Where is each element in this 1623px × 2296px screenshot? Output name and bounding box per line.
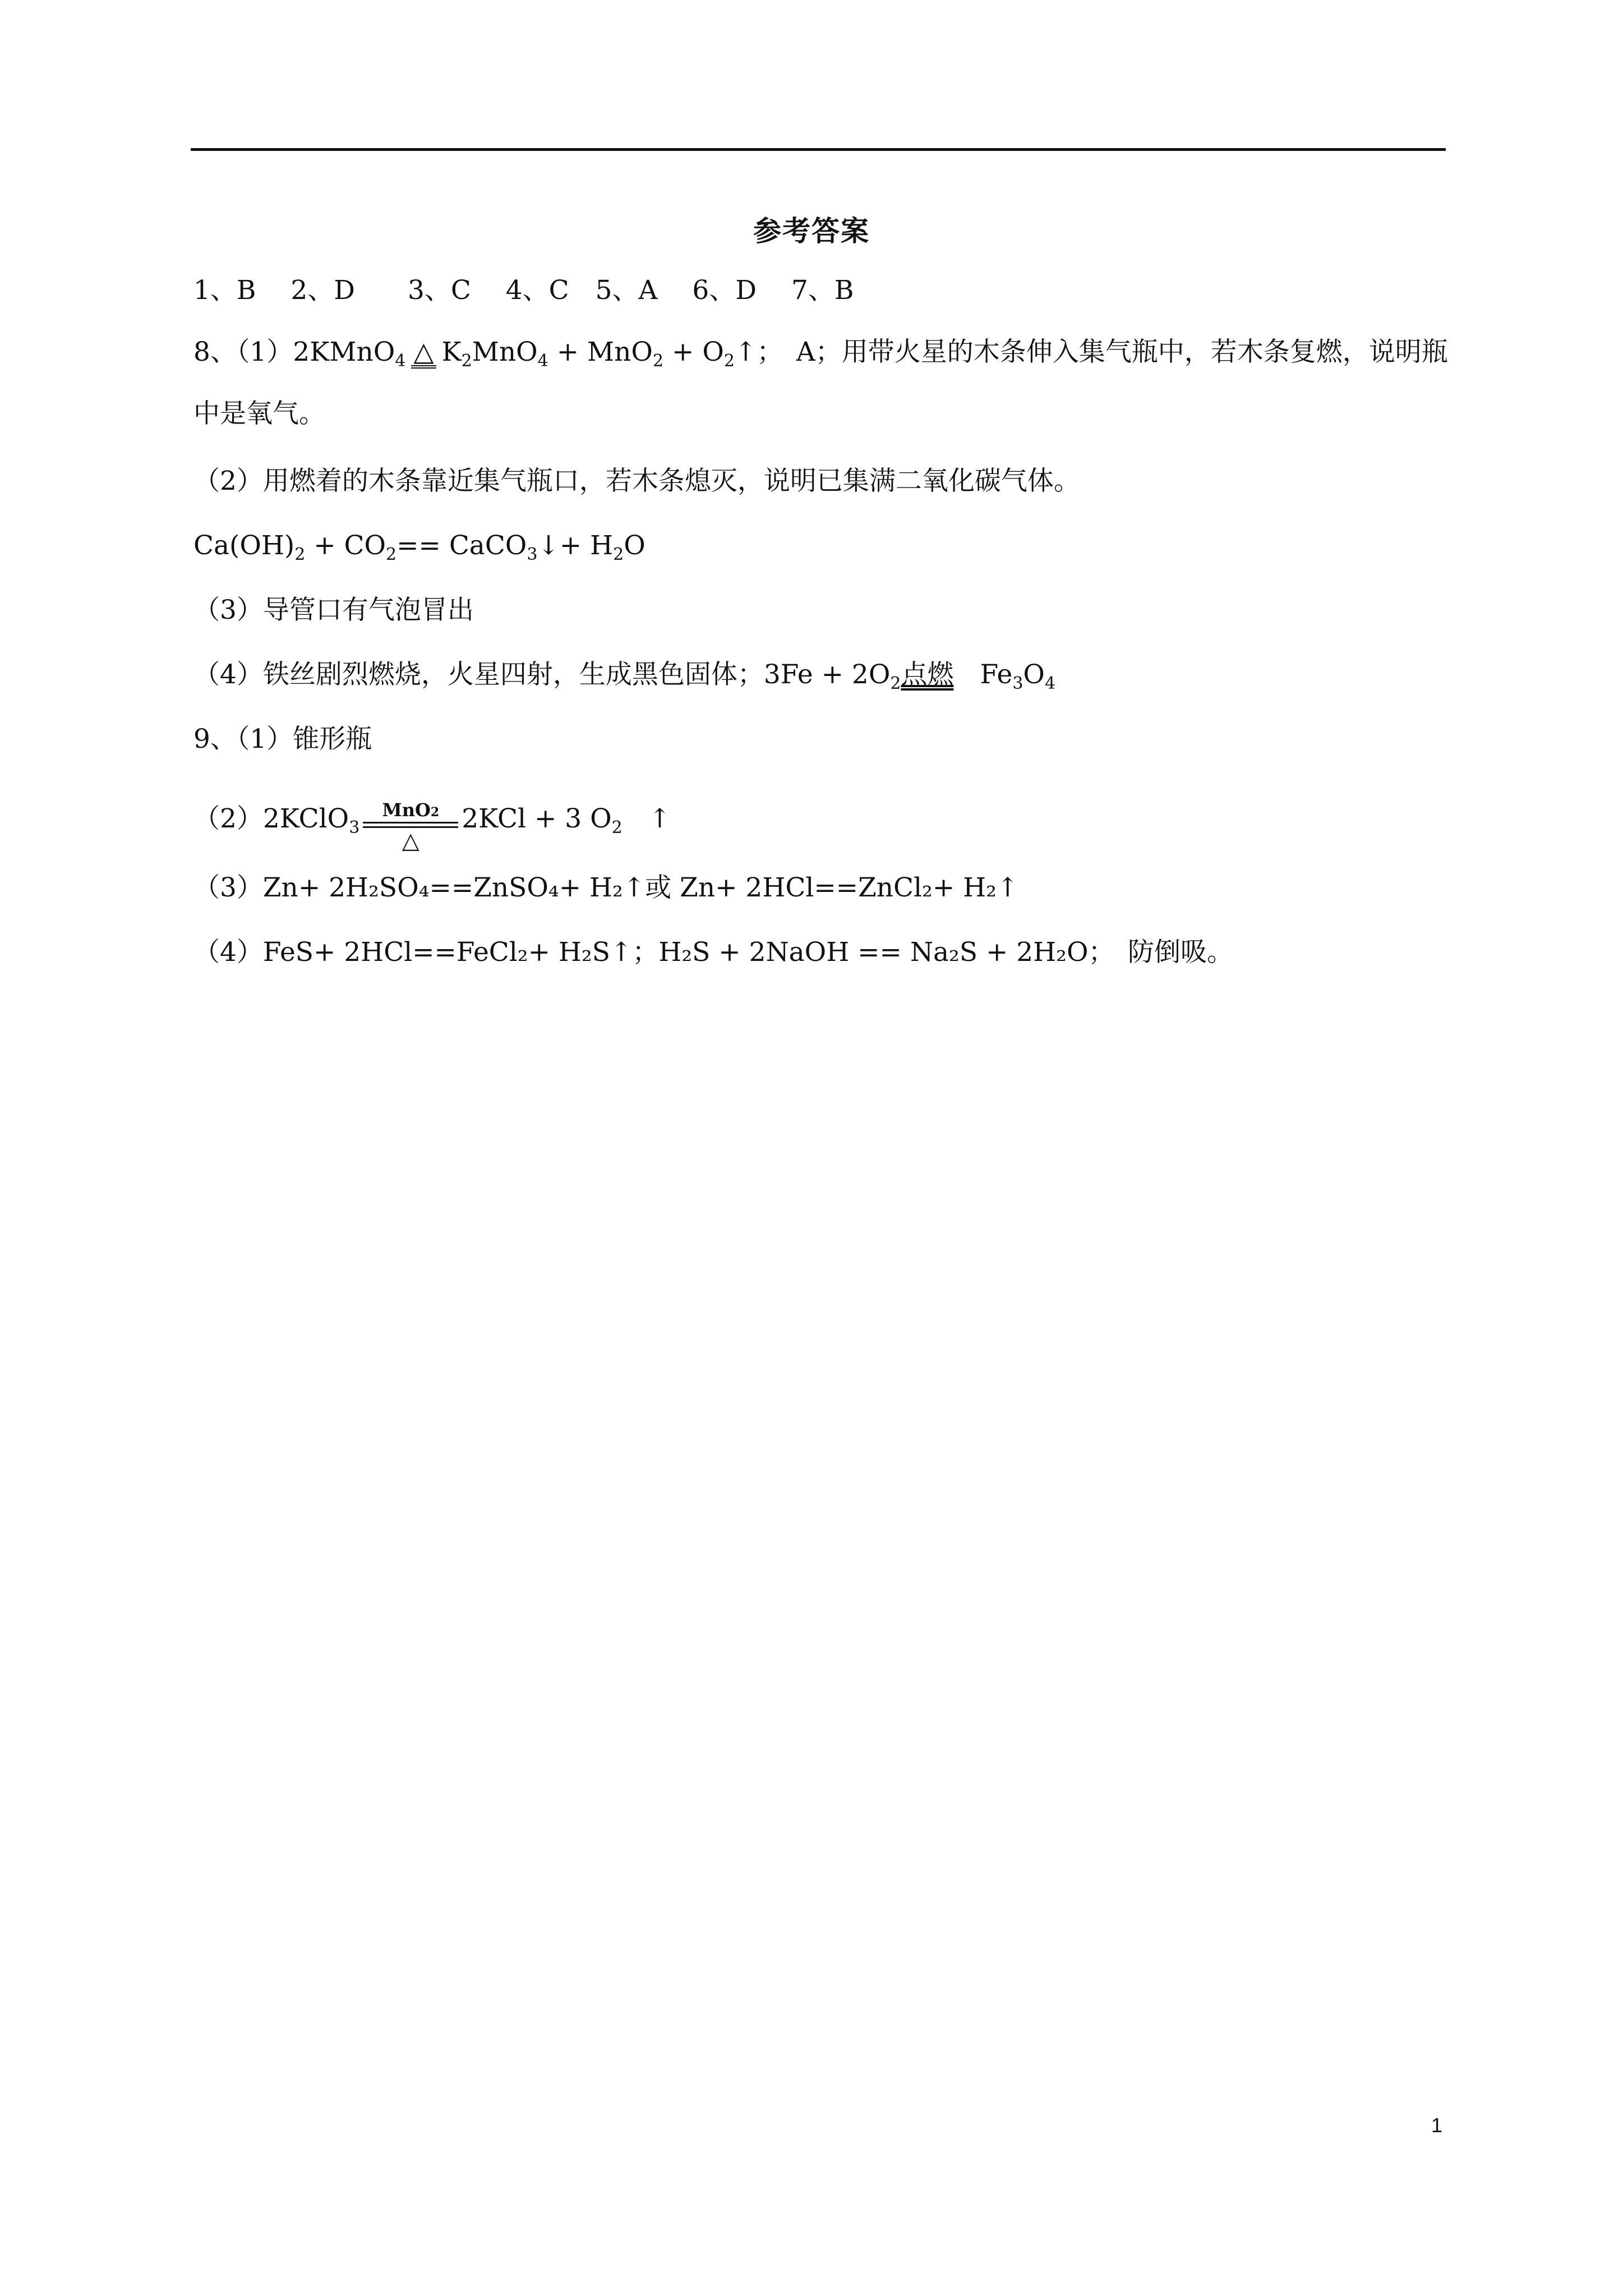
page-number: 1 [1431,2114,1442,2137]
heat-condition: △ [411,339,436,369]
heat-label: △ [402,828,419,854]
gas-arrow: ↑ [648,803,671,834]
q8-part1: 8、（1）2KMnO$_4$ △ $K_2MnO_4 + MnO_2$ + $O_2↑$； A；用带火星的木条伸入集气瓶中，若木条复燃，说明瓶 [193,337,1448,371]
q8-part3: （3）导管口有气泡冒出 [193,595,474,625]
eq-h2o: ↓+ H [537,530,614,561]
eq-caco3: == CaCO [396,530,527,561]
page-title: 参考答案 [753,214,870,247]
q9-part1: 9、（1）锥形瓶 [193,724,372,754]
reaction-condition [363,799,458,854]
eq-h2o-o: O [624,530,645,561]
q8-p1-o2: + O [672,337,724,367]
q8-p1-prefix: 8、（1）2KMnO [193,337,395,367]
catalyst-label: MnO2 [382,799,440,821]
q8-part2-equation: $Ca(OH)_2 + CO_2==$ CaCO$_3$↓+ $H_2O$ [193,530,645,564]
ignite-condition: 点燃 [901,659,954,690]
q9-part4: （4）FeS+ 2HCl==FeCl₂+ H₂S↑；H₂S + 2NaOH == Na₂S + 2H₂O； 防倒吸。 [193,937,1234,968]
q8-part2: （2）用燃着的木条靠近集气瓶口，若木条熄灭，说明已集满二氧化碳气体。 [193,466,1080,496]
q8-p4-product: Fe [980,659,1013,690]
q8-part4: （4）铁丝剧烈燃烧，火星四射，生成黑色固体；$3Fe + 2O_2$点燃 $Fe_3O_4$ [193,659,1056,693]
q9-part2: （2）2KClO$_3$ MnO2 △ 2KCl + 3 $O_2$ ↑ [193,799,671,854]
eq-co2: + CO [305,530,386,561]
choice-answers: 1、B 2、D 3、C 4、C 5、A 6、D 7、B [193,275,854,306]
q9-p2-rest: 2KCl + 3 O [462,803,612,834]
q9-p2-prefix: （2）2KClO [193,803,349,834]
eq-caoh: Ca(OH) [193,530,295,561]
q8-p4-text: （4）铁丝剧烈燃烧，火星四射，生成黑色固体；3Fe + 2O [193,659,891,690]
q8-p1-mno2: + MnO [556,337,653,367]
header-rule [191,148,1446,151]
q8-part1-cont: 中是氧气。 [193,398,325,429]
q9-part3: （3）Zn+ 2H₂SO₄==ZnSO₄+ H₂↑或 Zn+ 2HCl==ZnCl₂+ H₂↑ [193,872,1019,903]
q8-p1-tail: ↑； A；用带火星的木条伸入集气瓶中，若木条复燃，说明瓶 [734,337,1448,367]
